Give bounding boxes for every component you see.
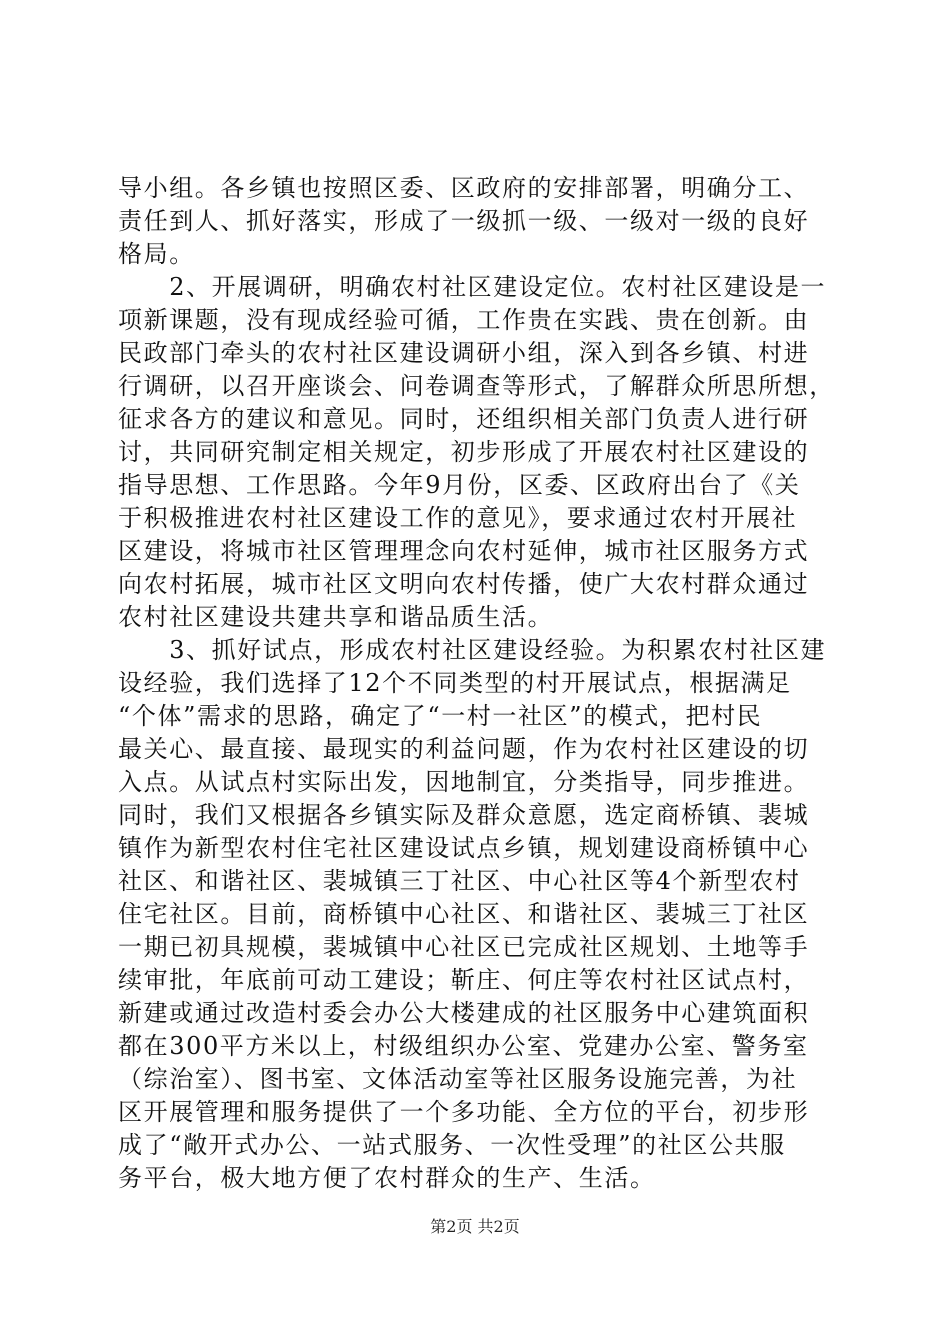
text-line: 入点。从试点村实际出发，因地制宜，分类指导，同步推进。 [118,768,810,796]
text-line: 讨，共同研究制定相关规定，初步形成了开展农村社区建设的 [118,438,810,466]
text-line: 成了“敞开式办公、一站式服务、一次性受理”的社区公共服 [118,1131,786,1159]
text-line: 农村社区建设共建共享和谐品质生活。 [118,603,554,631]
text-line: 导小组。各乡镇也按照区委、区政府的安排部署，明确分工、 [118,174,810,202]
text-line: 都在300平方米以上，村级组织办公室、党建办公室、警务室 [118,1032,809,1060]
text-line: 项新课题，没有现成经验可循，工作贵在实践、贵在创新。由 [118,306,810,334]
text-line: 3、抓好试点，形成农村社区建设经验。为积累农村社区建 [118,636,827,664]
text-line: 向农村拓展，城市社区文明向农村传播，使广大农村群众通过 [118,570,810,598]
text-line: 一期已初具规模，裴城镇中心社区已完成社区规划、土地等手 [118,933,810,961]
text-line: （综治室）、图书室、文体活动室等社区服务设施完善，为社 [118,1065,798,1093]
text-line: 格局。 [118,240,195,268]
text-line: 责任到人、抓好落实，形成了一级抓一级、一级对一级的良好 [118,207,810,235]
text-line: 同时，我们又根据各乡镇实际及群众意愿，选定商桥镇、裴城 [118,801,810,829]
text-line: 征求各方的建议和意见。同时，还组织相关部门负责人进行研 [118,405,810,433]
text-line: 务平台，极大地方便了农村群众的生产、生活。 [118,1164,656,1192]
text-line: 于积极推进农村社区建设工作的意见》，要求通过农村开展社 [118,504,798,532]
text-line: 住宅社区。目前，商桥镇中心社区、和谐社区、裴城三丁社区 [118,900,810,928]
text-line: 续审批，年底前可动工建设；靳庄、何庄等农村社区试点村， [118,966,810,994]
text-line: 区开展管理和服务提供了一个多功能、全方位的平台，初步形 [118,1098,810,1126]
text-line: 新建或通过改造村委会办公大楼建成的社区服务中心建筑面积 [118,999,810,1027]
text-line: 社区、和谐社区、裴城镇三丁社区、中心社区等4个新型农村 [118,867,801,895]
body-text [118,172,834,1195]
text-line: 行调研，以召开座谈会、问卷调查等形式，了解群众所思所想， [118,372,835,400]
text-line: 指导思想、工作思路。今年9月份，区委、区政府出台了《关 [118,471,801,499]
page-footer: 第2页 共2页 [430,1217,520,1236]
text-line: 区建设，将城市社区管理理念向农村延伸，城市社区服务方式 [118,537,810,565]
text-line: 最关心、最直接、最现实的利益问题，作为农村社区建设的切 [118,735,810,763]
text-line: 民政部门牵头的农村社区建设调研小组，深入到各乡镇、村进 [118,339,810,367]
text-line: 设经验，我们选择了12个不同类型的村开展试点，根据满足 [118,669,792,697]
text-line: “个体”需求的思路，确定了“一村一社区”的模式，把村民 [118,702,763,730]
text-line: 2、开展调研，明确农村社区建设定位。农村社区建设是一 [118,273,827,301]
text-line: 镇作为新型农村住宅社区建设试点乡镇，规划建设商桥镇中心 [118,834,810,862]
